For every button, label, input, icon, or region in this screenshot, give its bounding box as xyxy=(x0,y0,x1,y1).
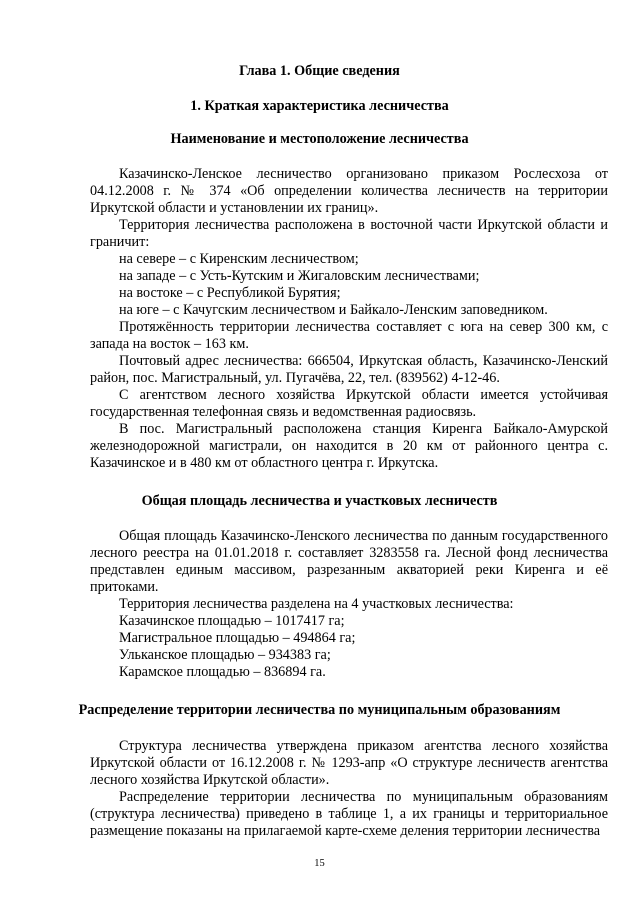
paragraph: Территория лесничества разделена на 4 участковых лесничества: xyxy=(119,596,514,612)
list-item: на юге – с Качугским лесничеством и Байкало-Ленским заповедником. xyxy=(119,302,548,318)
list-item: на востоке – с Республикой Бурятия; xyxy=(119,285,341,301)
paragraph: Почтовый адрес лесничества: 666504, Иркутская область, Казачинско-Ленский район, пос. Магистральный, ул. Пугачёва, 22, тел. (839562) 4-12-46. xyxy=(90,353,608,386)
paragraph: В пос. Магистральный расположена станция Киренга Байкало-Амурской железнодорожной магистрали, он находится в 20 км от районного центра с. Казачинское и в 480 км от областного центра г. Иркутска. xyxy=(90,421,608,471)
paragraph: Казачинско-Ленское лесничество организовано приказом Рослесхоза от 04.12.2008 г. № 374 «Об определении количества лесничеств на территории Иркутской области и установлении их границ». xyxy=(90,166,608,216)
paragraph: Распределение территории лесничества по муниципальным образованиям (структура лесничества) приведено в таблице 1, а их границы и территориальное размещение показаны на прилагаемой карте-схеме деления территории лесничества xyxy=(90,789,608,839)
subsection-title-area: Общая площадь лесничества и участковых лесничеств xyxy=(141,493,498,509)
paragraph: Протяжённость территории лесничества составляет с юга на север 300 км, с запада на восток – 163 км. xyxy=(90,319,608,352)
paragraph: Структура лесничества утверждена приказом агентства лесного хозяйства Иркутской области от 16.12.2008 г. № 1293-апр «О структуре лесничеств агентства лесного хозяйства Иркутской области». xyxy=(90,738,608,788)
chapter-title: Глава 1. Общие сведения xyxy=(239,63,400,79)
section-title: 1. Краткая характеристика лесничества xyxy=(190,98,449,114)
list-item: Карамское площадью – 836894 га. xyxy=(119,664,326,680)
list-item: Казачинское площадью – 1017417 га; xyxy=(119,613,345,629)
list-item: Ульканское площадью – 934383 га; xyxy=(119,647,331,663)
paragraph: Общая площадь Казачинско-Ленского лесничества по данным государственного лесного реестра на 01.01.2018 г. составляет 3283558 га. Лесной фонд лесничества представлен единым массивом, разрезанным акваторией реки Киренга и её притоками. xyxy=(90,528,608,595)
subsection-title-municipal: Распределение территории лесничества по муниципальным образованиям xyxy=(78,702,561,718)
list-item: Магистральное площадью – 494864 га; xyxy=(119,630,356,646)
location-body xyxy=(90,166,608,472)
page-number: 15 xyxy=(314,858,325,869)
municipal-body xyxy=(90,738,608,840)
area-body xyxy=(90,528,608,681)
paragraph: С агентством лесного хозяйства Иркутской области имеется устойчивая государственная телефонная связь и ведомственная радиосвязь. xyxy=(90,387,608,420)
list-item: на западе – с Усть-Кутским и Жигаловским лесничествами; xyxy=(119,268,480,284)
list-item: на севере – с Киренским лесничеством; xyxy=(119,251,359,267)
subsection-title-location: Наименование и местоположение лесничества xyxy=(170,131,469,147)
paragraph: Территория лесничества расположена в восточной части Иркутской области и граничит: xyxy=(90,217,608,250)
